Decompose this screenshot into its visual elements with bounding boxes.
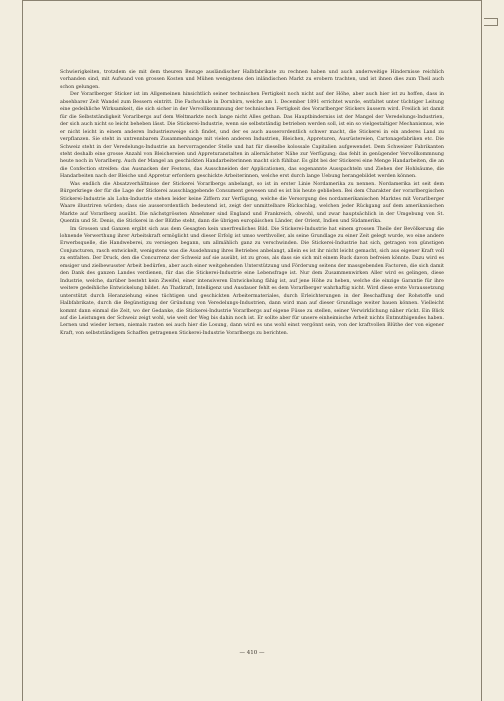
top-border [22,0,482,1]
paragraph: Der Vorarlberger Sticker ist im Allgemeinen hinsichtlich seiner technischen Fertigkeit noch nicht auf der Höhe, aber auch hier ist zu hoffen, dass in absehbarer Zeit Wandel zum Bessern eintritt. Die Fachschule in Dornbirn, welche am 1. December 1891 errichtet wurde, entfaltet unter tüchtiger Leitung eine gedeihliche Wirksamkeit, die sich sicher in der Vervollkommnung der technischen Fertigkeit des Vorarlberger Stickers äussern wird. Freilich ist damit für die Selbstständigkeit Vorarlbergs auf dem Weltmarkte noch lange nicht Alles gethan. Das Hauptbinderniss ist der Mangel der Veredelungs-Industrien, der sich auch nicht so leicht beheben lässt. Die Stickerei-Industrie, wenn sie selbstständig betrieben werden soll, ist ein so vielgestaltiger Mechanismus, wie er nicht leicht in einem anderen Industriezweige sich findet, und der es auch ausserordentlich schwer macht, die Stickerei in ein anderes Land zu verpflanzen. Sie steht in untrennbarem Zusammenhange mit vielen anderen Industrien, Bleichen, Appreturen, Ausrüstereien, Cartonagefabriken etc. Die Schweiz steht in der Veredelungs-Industrie an hervorragender Stelle und hat für dieselbe kolossale Capitalien aufgewendet. Dem Schweizer Fabrikanten steht deshalb eine grosse Anzahl von Bleichereien und Appreturanstalten in allernächster Nähe zur Verfügung; das fehlt in genügender Vervollkommnung heute noch in Vorarlberg. Auch der Mangel an geschickten Handarbeiterinnen macht sich fühlbar. Es gibt bei der Stickerei eine Menge Handarbeiten, die an die Confection streifen: das Ausnacken der Festons, das Ausschneiden der Applicationen, das sogenannte Ausspachteln und Ziehen der Hohlsäume, die Handarbeiten nach der Bleiche und Appretur erfordern geschickte Arbeiterinnen, welche erst durch lange Uebung herangebildet werden können. [60,92,444,180]
page-number: — 410 — [239,650,265,656]
paragraph: Im Grossen und Ganzen ergibt sich aus dem Gesagten kein unerfreuliches Bild. Die Stickerei-Industrie hat einem grossen Theile der Bevölkerung die lohnende Verwerthung ihrer Arbeitskraft ermöglicht und dieser Erfolg ist umso werthvoller, als seine Grundlage zu einer Zeit gelegt wurde, wo eine andere Erwerbsquelle, die Handweberei, zu versiegen begann, um allmählich ganz zu verschwinden. Die Stickerei-Industrie hat sich, getragen von günstigen Conjuncturen, rasch entwickelt, wenigstens was die Ausdehnung ihres Betriebes anbelangt, allein es ist ihr nicht leicht gemacht, sich aus eigener Kraft voll zu entfalten. Der Druck, den die Concurrenz der Schweiz auf sie ausübt, ist zu gross, als dass sie sich mit einem Ruck davon befreien könnte. Dazu wird es emsiger und zielbewusster Arbeit bedürfen, aber auch einer weitgehenden Unterstützung und Förderung seitens der massgebenden Factoren, die sich damit den Dank des ganzen Landes verdienen, für das die Stickerei-Industrie eine Lebensfrage ist. Nur dem Zusammenwirken Aller wird es gelingen, diese Industrie, welche, darüber besteht kein Zweifel, einer intensiveren Entwickelung fähig ist, auf jene Höhe zu heben, welche die einzige Garantie für ihre weitere gedeihliche Entwickelung bildet. An Thatkraft, Intelligenz und Ausdauer fehlt es dem Vorarlberger wahrhaftig nicht. Wird diese erste Voraussetzung unterstützt durch Heranziehung eines tüchtigen und geschickten Arbeitermateriales, durch Erleichterungen in der Beschaffung der Rohstoffe und Halbfabrikate, durch die Begünstigung der Gründung von Veredelungs-Industrien, dann wird man auf dieser Grundlage weiter bauen können. Vielleicht kommt dann einmal die Zeit, wo der Gedanke, die Stickerei-Industrie Vorarlbergs auf eigene Füsse zu stellen, seiner Verwirklichung näher rückt. Ein Blick auf die Leistungen der Schweiz zeigt wohl, wie weit der Weg bis dahin noch ist. Er sollte aber für unsere einheimische Arbeit nichts Entmuthigendes haben. Lernen und wieder lernen, niemals rasten sei auch hier die Losung, dann wird es uns wohl einst vergönnt sein, von der kraftvollen Blüthe der von eigener Kraft, von selbstständigem Schaffen getragenen Stickerei-Industrie Vorarlbergs zu berichten. [60,226,444,336]
paragraph: Schwierigkeiten, trotzdem sie mit dem theuren Bezuge ausländischer Halbfabrikate zu rechnen haben und auch anderweitige Hindernisse reichlich vorhanden sind, mit Aufwand von grossen Kosten und Mühen wenigstens den inländischen Markt zu erobern trachten, und ist ihnen dies zum Theil auch schon gelungen. [60,70,444,90]
page-tab-marker [484,18,498,26]
left-border [22,0,23,701]
body-text [60,69,444,337]
paragraph: Was endlich die Absatzverhältnisse der Stickerei Vorarlbergs anbelangt, so ist in erster Linie Nordamerika zu nennen. Nordamerika ist seit dem Bürgerkriege der für die Lage der Stickerei ausschlaggebende Consument gewesen und es ist bis heute geblieben. Bei dem Charakter der vorarlbergischen Stickerei-Industrie als Lohn-Industrie stehen leider keine Ziffern zur Verfügung, welche die Versorgung des nordamerikanischen Marktes mit Vorarlberger Waare illustriren würden; dass sie ausserordentlich bedeutend ist, zeigt der unmittelbare Rückschlag, welchen jeder Rückgang auf dem amerikanischen Markte auf Vorarlberg ausübt. Die nächstgrössten Abnehmer sind England und Frankreich, obwohl, und zwar hauptsächlich in der Umgebung von St. Quentin und St. Denis, die Stickerei in der Blüthe steht, dann die übrigen europäischen Länder, der Orient, Indien und Südamerika. [60,181,444,225]
right-border [481,0,482,701]
